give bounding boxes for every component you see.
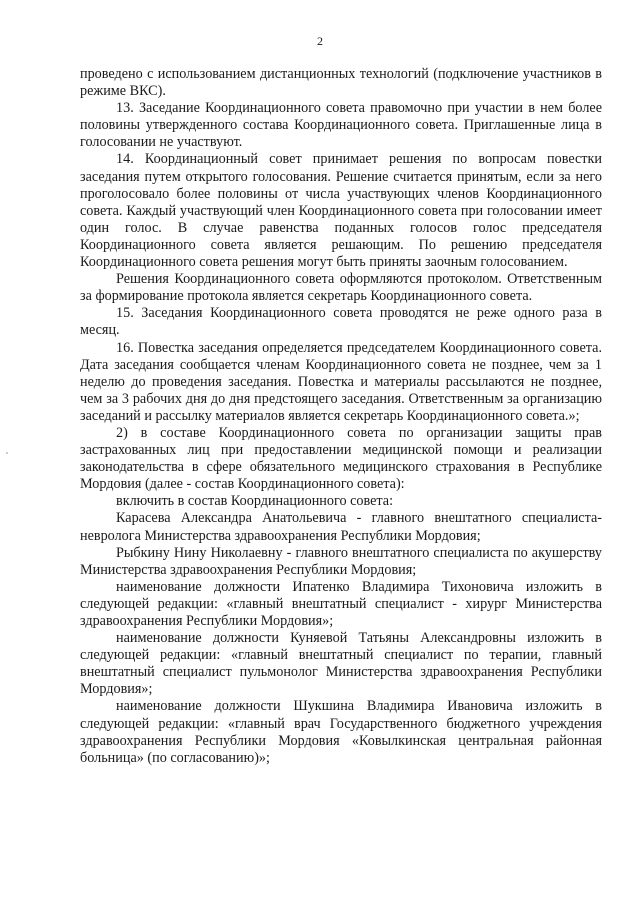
paragraph-item-2-composition: 2) в составе Координационного совета по организации защиты прав застрахованных лиц при предоставлении медицинской помощи и реализации законодательства в сфере обязательного медицинского страхования в Республике Мордовия (далее - состав Координационного совета): [80,424,602,493]
paragraph-position-kunyaeva: наименование должности Куняевой Татьяны Александровны изложить в следующей редакции: «главный внештатный специалист по терапии, главный внештатный специалист пульмонолог Министерства здравоохранения Республики Мордовия»; [80,630,602,698]
paragraph-minutes: Решения Координационного совета оформляются протоколом. Ответственным за формирование протокола является секретарь Координационного совета. [80,271,602,305]
paragraph-15-frequency: 15. Заседания Координационного совета проводятся не реже одного раза в месяц. [80,305,602,339]
paragraph-include-members: включить в состав Координационного совета: [116,493,394,510]
paragraph-16-agenda: 16. Повестка заседания определяется председателем Координационного совета. Дата заседания сообщается членам Координационного совета не позднее, чем за 1 неделю до проведения заседания. Повестка и материалы рассылаются не позднее, чем за 3 рабочих дня до дня предстоящего заседания. Ответственным за организацию заседаний и рассылку материалов является секретарь Координационного совета.»; [80,339,602,424]
scan-speck [6,452,8,454]
document-body [80,66,602,767]
paragraph-member-rybkina: Рыбкину Нину Николаевну - главного внештатного специалиста по акушерству Министерства здравоохранения Республики Мордовия; [80,544,602,578]
paragraph-position-shukshin: наименование должности Шукшина Владимира Ивановича изложить в следующей редакции: «главный врач Государственного бюджетного учреждения здравоохранения Республики Мордовия «Ковылкинская центральная районная больница» (по согласованию)»; [80,698,602,766]
paragraph-position-ipatenko: наименование должности Ипатенко Владимира Тихоновича изложить в следующей редакции: «главный внештатный специалист - хирург Министерства здравоохранения Республики Мордовия»; [80,578,602,629]
paragraph-continuation: проведено с использованием дистанционных технологий (подключение участников в режиме ВКС). [80,66,602,100]
paragraph-13-quorum: 13. Заседание Координационного совета правомочно при участии в нем более половины утвержденного состава Координационного совета. Приглашенные лица в голосовании не участвуют. [80,100,602,151]
paragraph-14-voting: 14. Координационный совет принимает решения по вопросам повестки заседания путем открытого голосования. Решение считается принятым, если за него проголосовало более половины от числа участвующих членов Координационного совета. Каждый участвующий член Координационного совета при голосовании имеет один голос. В случае равенства поданных голосов голос председателя Координационного совета является решающим. По решению председателя Координационного совета решения могут быть приняты заочным голосованием. [80,151,602,271]
paragraph-member-karasev: Карасева Александра Анатольевича - главного внештатного специалиста-невролога Министерства здравоохранения Республики Мордовия; [80,510,602,544]
page-number: 2 [317,34,323,48]
